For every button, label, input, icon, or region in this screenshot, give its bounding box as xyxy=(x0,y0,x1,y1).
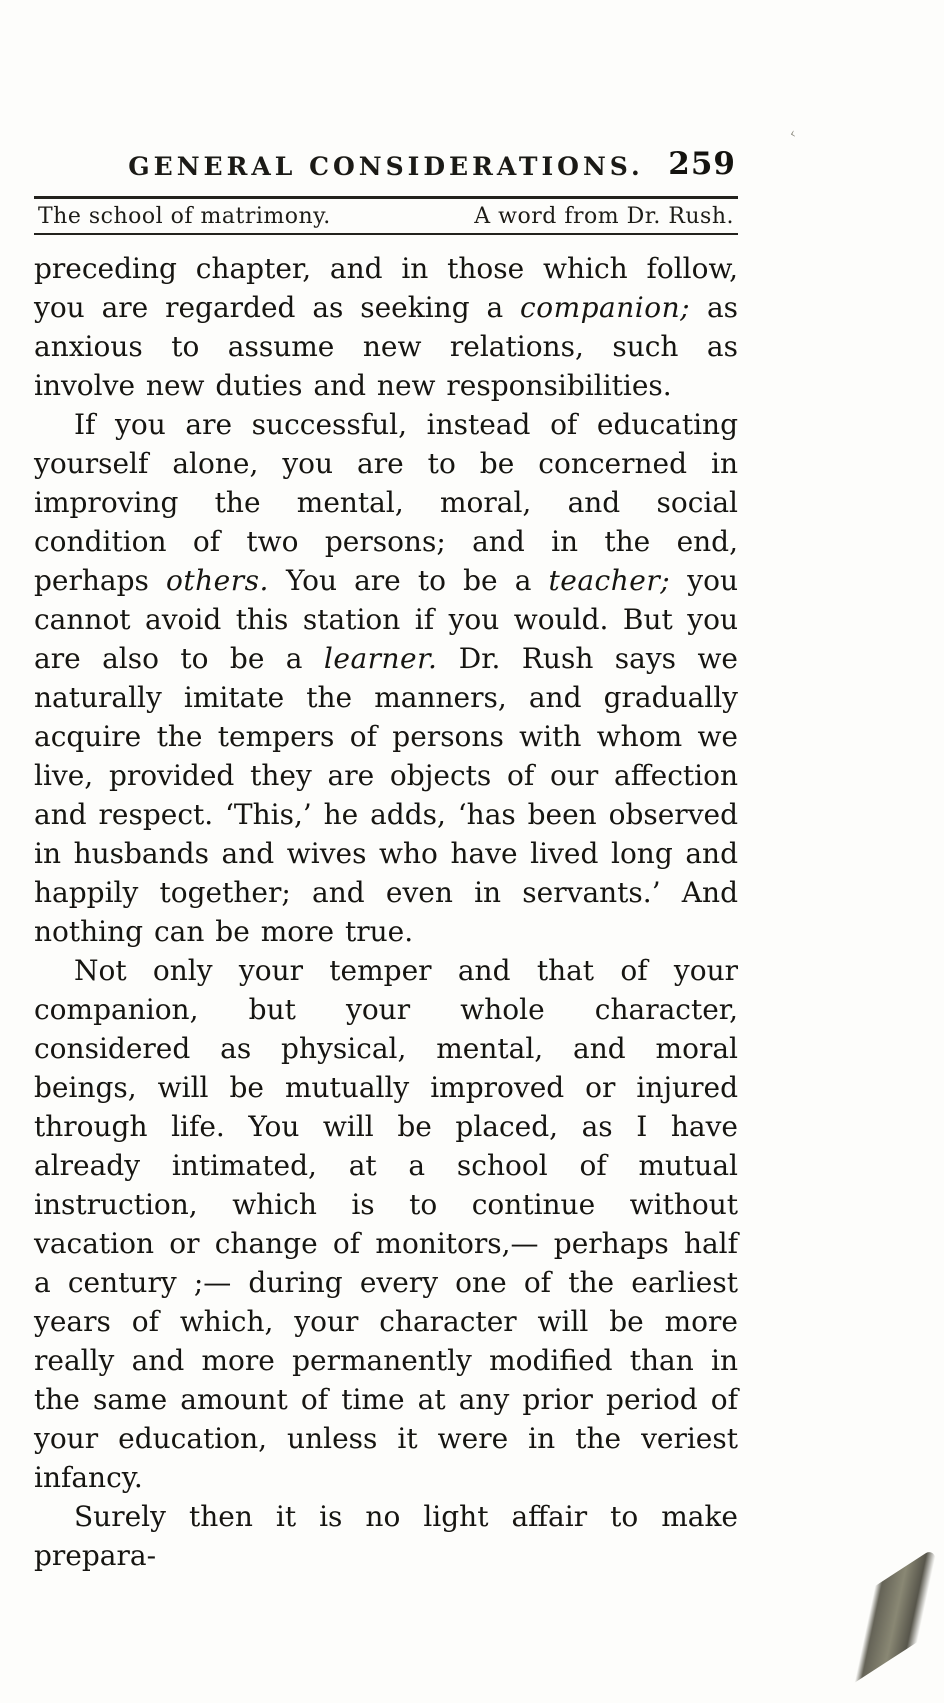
paragraph xyxy=(34,249,738,405)
italic-text: companion; xyxy=(520,291,691,324)
italic-text: teacher; xyxy=(548,564,671,597)
page-content xyxy=(34,146,738,1575)
subheader-right: A word from Dr. Rush. xyxy=(474,204,734,229)
page-header xyxy=(34,146,738,190)
text-segment: You are to be a xyxy=(268,564,549,597)
page-number: 259 xyxy=(668,146,736,182)
subheader-left: The school of matrimony. xyxy=(38,204,331,229)
text-segment: as anxious to assume new relations, such as involve new duties and new responsibilities. xyxy=(34,291,739,402)
paragraph xyxy=(34,1497,738,1575)
text-segment: you cannot avoid this station if you would. But you are also to be a xyxy=(34,564,738,675)
scan-artifact xyxy=(805,1550,944,1690)
scan-speck-artifact: ‹ xyxy=(788,125,798,143)
text-segment: Not only your temper and that of your companion, but your whole character, considered as physical, mental, and moral beings, will be mutually improved or injured through life. You will be placed, as I have already intimated, at a school of mutual instruction, which is to continue without vacation or change of monitors,— perhaps half a century ;— during every one of the earliest years of which, your character will be more really and more permanently modified than in the same amount of time at any prior period of your education, unless it were in the veriest infancy. xyxy=(34,954,738,1494)
paragraph xyxy=(34,405,738,951)
body-text xyxy=(34,249,738,1575)
subheader xyxy=(34,199,738,233)
italic-text: learner. xyxy=(323,642,438,675)
text-segment: preceding chapter, and in those which follow, you are regarded as seeking a xyxy=(34,252,738,324)
italic-text: others. xyxy=(166,564,269,597)
text-segment: Surely then it is no light affair to make prepara- xyxy=(34,1500,738,1572)
paragraph xyxy=(34,951,738,1497)
subheader-rule xyxy=(34,233,738,235)
text-segment: If you are successful, instead of educating yourself alone, you are to be concerned in improving the mental, moral, and social condition of two persons; and in the end, perhaps xyxy=(34,408,738,597)
running-title: GENERAL CONSIDERATIONS. xyxy=(128,152,644,181)
text-segment: Dr. Rush says we naturally imitate the manners, and gradually acquire the tempers of persons with whom we live, provided they are objects of our affection and respect. ‘This,’ he adds, ‘has been observed in husbands and wives who have lived long and happily together; and even in servants.’ And nothing can be more true. xyxy=(34,642,738,948)
